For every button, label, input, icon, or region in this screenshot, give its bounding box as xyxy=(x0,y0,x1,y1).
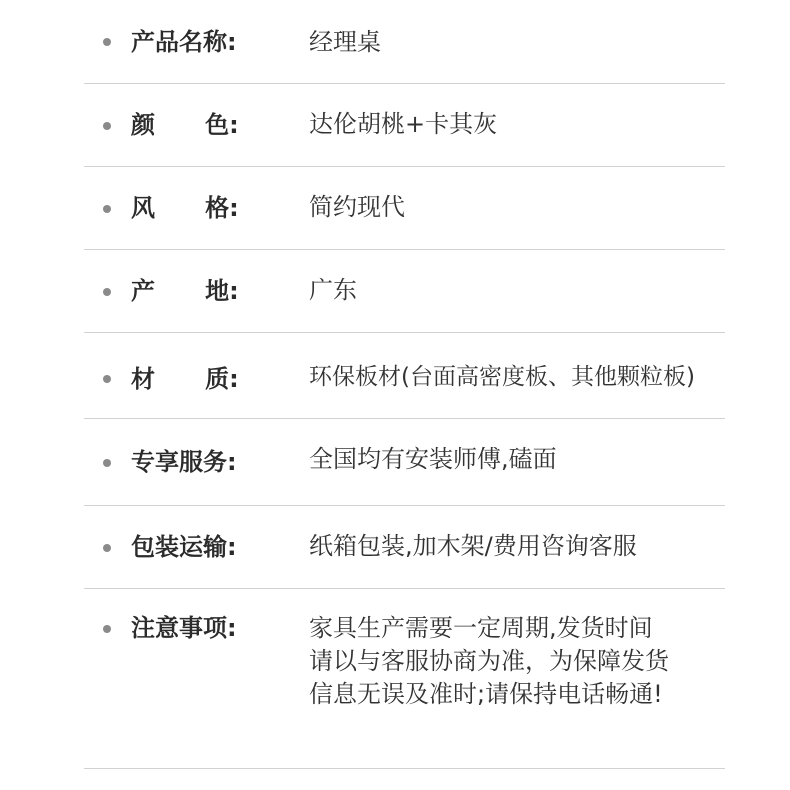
bullet-dot-icon xyxy=(103,38,111,46)
spec-value: 广东 xyxy=(309,276,357,304)
spec-label: 风 格: xyxy=(131,194,239,222)
bullet-dot-icon xyxy=(103,205,111,213)
bullet-dot-icon xyxy=(103,625,111,633)
spec-row-product-name xyxy=(84,0,725,84)
spec-label: 注意事项: xyxy=(131,614,237,642)
spec-value: 全国均有安装师傅,磕面 xyxy=(309,445,557,473)
spec-row-packaging xyxy=(84,506,725,589)
spec-value: 纸箱包装,加木架/费用咨询客服 xyxy=(309,532,637,560)
bullet-dot-icon xyxy=(103,544,111,552)
spec-row-exclusive-service xyxy=(84,419,725,506)
spec-row-notes xyxy=(84,589,725,769)
spec-row-style xyxy=(84,167,725,250)
bullet-dot-icon xyxy=(103,459,111,467)
spec-label: 产 地: xyxy=(131,277,239,305)
spec-label: 颜 色: xyxy=(131,111,239,139)
spec-label: 产品名称: xyxy=(131,28,237,56)
spec-row-origin xyxy=(84,250,725,333)
spec-label: 专享服务: xyxy=(131,448,237,476)
product-spec-list xyxy=(84,0,725,769)
spec-label: 材 质: xyxy=(131,365,239,393)
bullet-dot-icon xyxy=(103,122,111,130)
spec-value: 环保板材(台面高密度板、其他颗粒板) xyxy=(309,364,695,390)
spec-row-color xyxy=(84,84,725,167)
bullet-dot-icon xyxy=(103,375,111,383)
spec-value: 家具生产需要一定周期,发货时间请以与客服协商为准，为保障发货信息无误及准时;请保持电话畅通! xyxy=(309,614,669,708)
spec-row-material xyxy=(84,333,725,419)
spec-value: 简约现代 xyxy=(309,193,405,221)
bullet-dot-icon xyxy=(103,288,111,296)
spec-value: 经理桌 xyxy=(309,28,381,56)
spec-value: 达伦胡桃+卡其灰 xyxy=(309,110,498,138)
spec-label: 包装运输: xyxy=(131,533,237,561)
